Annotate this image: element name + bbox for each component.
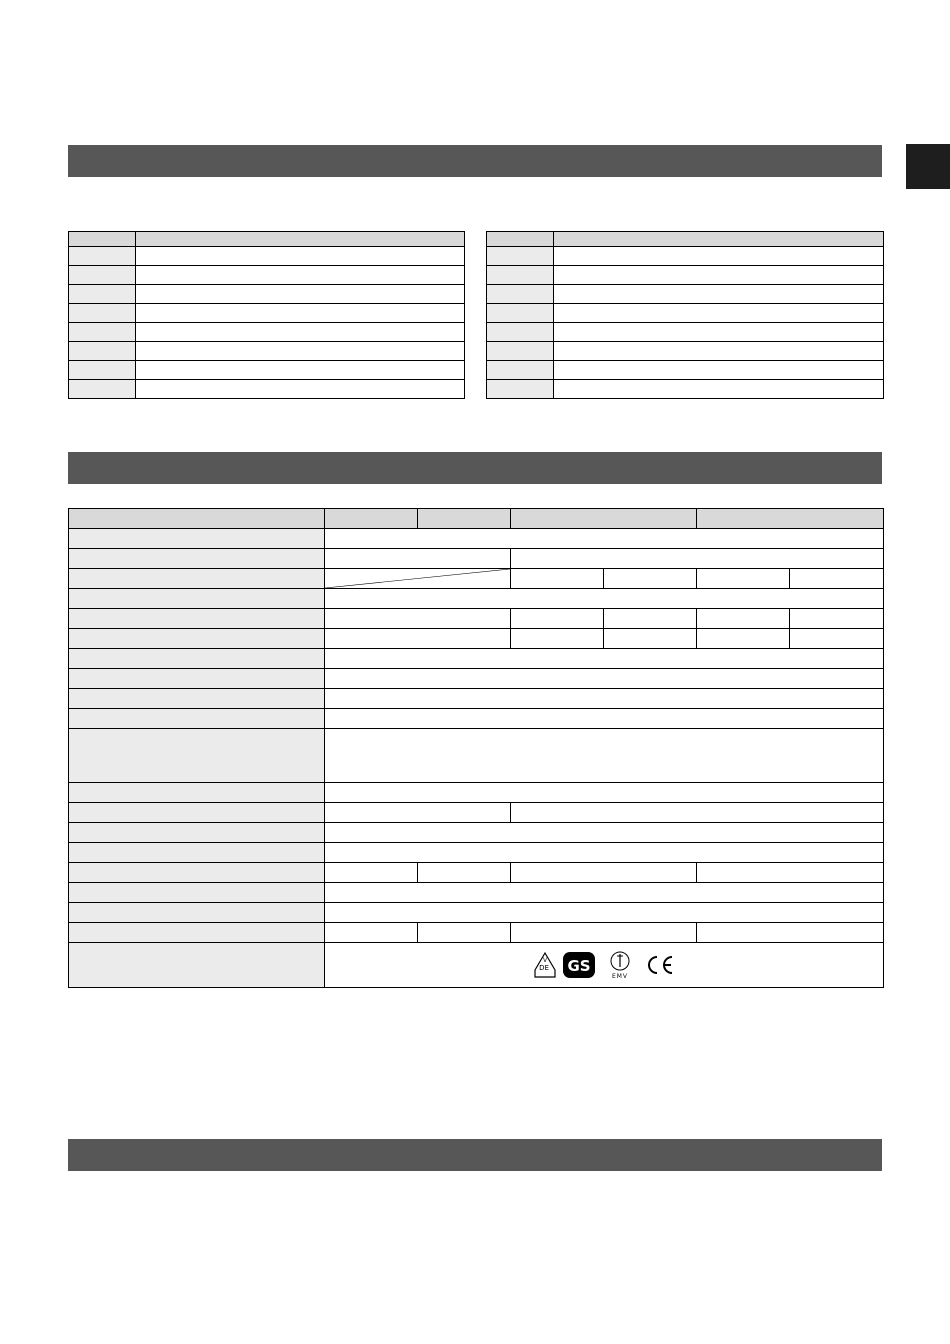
spec-value bbox=[325, 903, 884, 923]
table-cell-description bbox=[136, 266, 465, 285]
spec-value bbox=[697, 923, 884, 943]
spec-value bbox=[511, 569, 604, 589]
spec-label bbox=[69, 903, 325, 923]
table-row bbox=[487, 361, 884, 380]
table-row bbox=[487, 247, 884, 266]
spec-value bbox=[511, 609, 604, 629]
spec-value bbox=[325, 529, 884, 549]
table-cell-number bbox=[487, 342, 554, 361]
table-cell-description bbox=[136, 323, 465, 342]
table-cell-description bbox=[136, 304, 465, 323]
svg-text:V: V bbox=[542, 957, 548, 964]
spec-header-cell bbox=[69, 509, 325, 529]
table-row bbox=[487, 323, 884, 342]
table-row bbox=[69, 323, 465, 342]
table-cell-description bbox=[136, 361, 465, 380]
spec-value bbox=[697, 863, 884, 883]
spec-value-certifications bbox=[325, 943, 884, 988]
table-header-cell bbox=[554, 232, 884, 247]
table-row bbox=[69, 285, 465, 304]
spec-value bbox=[325, 689, 884, 709]
spec-value bbox=[325, 783, 884, 803]
certification-marks bbox=[325, 943, 883, 987]
spec-value bbox=[511, 629, 604, 649]
table-row bbox=[69, 304, 465, 323]
spec-value bbox=[697, 629, 790, 649]
table-cell-description bbox=[136, 247, 465, 266]
table-row bbox=[487, 342, 884, 361]
spec-label bbox=[69, 923, 325, 943]
spec-value bbox=[325, 549, 511, 569]
spec-label bbox=[69, 529, 325, 549]
table-cell-description bbox=[554, 247, 884, 266]
spec-value bbox=[325, 803, 511, 823]
spec-row bbox=[69, 903, 884, 923]
emv-mark-icon bbox=[605, 951, 635, 979]
table-header-cell bbox=[487, 232, 554, 247]
spec-value bbox=[325, 729, 884, 783]
svg-text:DE: DE bbox=[539, 964, 549, 972]
spec-label bbox=[69, 729, 325, 783]
table-cell-description bbox=[136, 380, 465, 399]
table-cell-number bbox=[69, 342, 136, 361]
spec-row bbox=[69, 609, 884, 629]
diagonal-strike bbox=[325, 569, 510, 588]
vde-gs-mark-icon bbox=[533, 951, 597, 979]
section-header-bar-3 bbox=[68, 1139, 882, 1171]
spec-row bbox=[69, 783, 884, 803]
spec-value bbox=[697, 569, 790, 589]
table-row bbox=[69, 380, 465, 399]
table-row bbox=[69, 361, 465, 380]
spec-value bbox=[325, 589, 884, 609]
spec-value bbox=[418, 923, 511, 943]
spec-label bbox=[69, 883, 325, 903]
table-cell-description bbox=[554, 361, 884, 380]
spec-header-cell bbox=[418, 509, 511, 529]
table-cell-description bbox=[554, 285, 884, 304]
spec-label bbox=[69, 689, 325, 709]
spec-row bbox=[69, 569, 884, 589]
chapter-tab-marker bbox=[906, 144, 950, 189]
spec-row-certifications bbox=[69, 943, 884, 988]
spec-row bbox=[69, 629, 884, 649]
spec-value bbox=[604, 609, 697, 629]
table-header-row bbox=[487, 232, 884, 247]
table-cell-description bbox=[554, 323, 884, 342]
table-cell-number bbox=[487, 247, 554, 266]
spec-value-not-applicable bbox=[325, 569, 511, 589]
spec-header-row bbox=[69, 509, 884, 529]
spec-label bbox=[69, 843, 325, 863]
spec-row bbox=[69, 823, 884, 843]
spec-value bbox=[511, 923, 697, 943]
svg-text:EMV: EMV bbox=[611, 973, 629, 979]
spec-label bbox=[69, 803, 325, 823]
spec-value bbox=[604, 629, 697, 649]
table-cell-description bbox=[554, 304, 884, 323]
spec-label bbox=[69, 943, 325, 988]
spec-row bbox=[69, 529, 884, 549]
spec-value bbox=[325, 863, 418, 883]
table-cell-number bbox=[69, 304, 136, 323]
table-cell-number bbox=[487, 361, 554, 380]
table-row bbox=[69, 266, 465, 285]
spec-value bbox=[418, 863, 511, 883]
table-header-row bbox=[69, 232, 465, 247]
table-cell-number bbox=[69, 323, 136, 342]
spec-value bbox=[325, 883, 884, 903]
spec-row bbox=[69, 689, 884, 709]
spec-row bbox=[69, 883, 884, 903]
table-row bbox=[487, 285, 884, 304]
spec-value bbox=[790, 629, 884, 649]
technical-data-table bbox=[68, 508, 884, 988]
spec-label bbox=[69, 609, 325, 629]
spec-row bbox=[69, 709, 884, 729]
table-header-cell bbox=[136, 232, 465, 247]
parts-table-left bbox=[68, 231, 465, 399]
spec-value bbox=[790, 609, 884, 629]
spec-value bbox=[325, 669, 884, 689]
table-row bbox=[487, 304, 884, 323]
spec-row bbox=[69, 589, 884, 609]
table-cell-number bbox=[487, 304, 554, 323]
spec-value bbox=[325, 709, 884, 729]
table-cell-number bbox=[69, 247, 136, 266]
parts-table-right bbox=[486, 231, 884, 399]
table-cell-number bbox=[487, 380, 554, 399]
spec-value bbox=[790, 569, 884, 589]
spec-row bbox=[69, 843, 884, 863]
table-cell-description bbox=[136, 285, 465, 304]
section-header-bar-2 bbox=[68, 452, 882, 484]
table-cell-description bbox=[554, 266, 884, 285]
spec-value bbox=[604, 569, 697, 589]
spec-value bbox=[511, 803, 884, 823]
svg-text:GS: GS bbox=[567, 957, 591, 975]
table-cell-number bbox=[69, 266, 136, 285]
spec-label bbox=[69, 549, 325, 569]
spec-label bbox=[69, 649, 325, 669]
spec-value bbox=[697, 609, 790, 629]
ce-mark-icon bbox=[643, 954, 675, 976]
table-cell-number bbox=[487, 266, 554, 285]
table-cell-number bbox=[487, 285, 554, 304]
table-cell-number bbox=[69, 380, 136, 399]
table-row bbox=[69, 342, 465, 361]
table-cell-number bbox=[69, 361, 136, 380]
spec-row bbox=[69, 549, 884, 569]
spec-row bbox=[69, 923, 884, 943]
spec-label bbox=[69, 783, 325, 803]
table-cell-description bbox=[554, 380, 884, 399]
spec-row bbox=[69, 863, 884, 883]
spec-value bbox=[325, 649, 884, 669]
spec-label bbox=[69, 823, 325, 843]
spec-row bbox=[69, 729, 884, 783]
spec-label bbox=[69, 669, 325, 689]
table-cell-number bbox=[487, 323, 554, 342]
table-cell-number bbox=[69, 285, 136, 304]
spec-label bbox=[69, 589, 325, 609]
table-cell-description bbox=[554, 342, 884, 361]
spec-label bbox=[69, 863, 325, 883]
spec-header-cell bbox=[511, 509, 697, 529]
spec-label bbox=[69, 709, 325, 729]
table-row bbox=[487, 380, 884, 399]
section-header-bar-1 bbox=[68, 145, 882, 177]
spec-value bbox=[325, 843, 884, 863]
table-cell-description bbox=[136, 342, 465, 361]
spec-row bbox=[69, 649, 884, 669]
spec-row bbox=[69, 669, 884, 689]
spec-row bbox=[69, 803, 884, 823]
table-row bbox=[487, 266, 884, 285]
spec-value bbox=[325, 823, 884, 843]
spec-header-cell bbox=[325, 509, 418, 529]
spec-value bbox=[325, 609, 511, 629]
spec-header-cell bbox=[697, 509, 884, 529]
spec-label bbox=[69, 629, 325, 649]
table-row bbox=[69, 247, 465, 266]
spec-value bbox=[511, 863, 697, 883]
table-header-cell bbox=[69, 232, 136, 247]
spec-value bbox=[325, 629, 511, 649]
spec-value bbox=[325, 923, 418, 943]
spec-label bbox=[69, 569, 325, 589]
spec-value bbox=[511, 549, 884, 569]
